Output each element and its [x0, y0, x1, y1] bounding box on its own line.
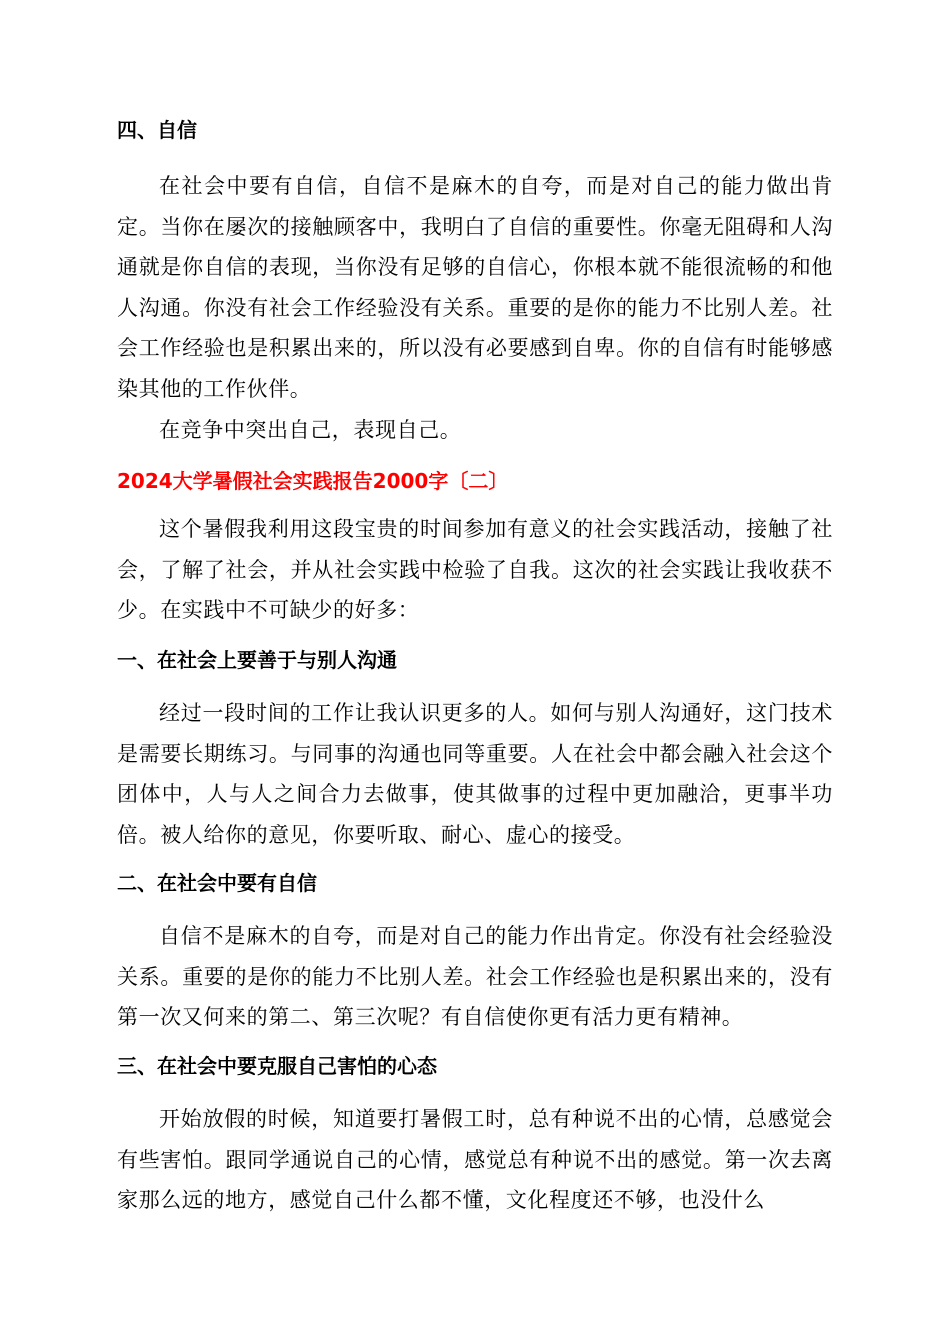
section-heading: 一、在社会上要善于与别人沟通: [117, 648, 397, 672]
section-heading: 二、在社会中要有自信: [117, 871, 317, 895]
paragraph: 经过一段时间的工作让我认识更多的人。如何与别人沟通好，这门技术是需要长期练习。与同事的沟通也同等重要。人在社会中都会融入社会这个团体中，人与人之间合力去做事，使其做事的过程中更加融洽，更事半功倍。被人给你的意见，你要听取、耐心、虚心的接受。: [117, 701, 833, 847]
paragraph: 在社会中要有自信，自信不是麻木的自夸，而是对自己的能力做出肯定。当你在屡次的接触顾客中，我明白了自信的重要性。你毫无阻碍和人沟通就是你自信的表现，当你没有足够的自信心，你根本就不能很流畅的和他人沟通。你没有社会工作经验没有关系。重要的是你的能力不比别人差。社会工作经验也是积累出来的，所以没有必要感到自卑。你的自信有时能够感染其他的工作伙伴。: [117, 174, 833, 401]
report-title: 2024大学暑假社会实践报告2000字〔二〕: [117, 469, 509, 493]
section-heading: 四、自信: [117, 118, 197, 142]
paragraph: 自信不是麻木的自夸，而是对自己的能力作出肯定。你没有社会经验没关系。重要的是你的能力不比别人差。社会工作经验也是积累出来的，没有第一次又何来的第二、第三次呢？有自信使你更有活力更有精神。: [117, 924, 833, 1029]
paragraph: 在竞争中突出自己，表现自己。: [159, 418, 462, 442]
paragraph: 开始放假的时候，知道要打暑假工时，总有种说不出的心情，总感觉会有些害怕。跟同学通说自己的心情，感觉总有种说不出的感觉。第一次去离家那么远的地方，感觉自己什么都不懂，文化程度还不够，也没什么: [117, 1107, 833, 1212]
paragraph: 这个暑假我利用这段宝贵的时间参加有意义的社会实践活动，接触了社会，了解了社会，并从社会实践中检验了自我。这次的社会实践让我收获不少。在实践中不可缺少的好多：: [117, 517, 833, 622]
section-heading: 三、在社会中要克服自己害怕的心态: [117, 1054, 437, 1078]
